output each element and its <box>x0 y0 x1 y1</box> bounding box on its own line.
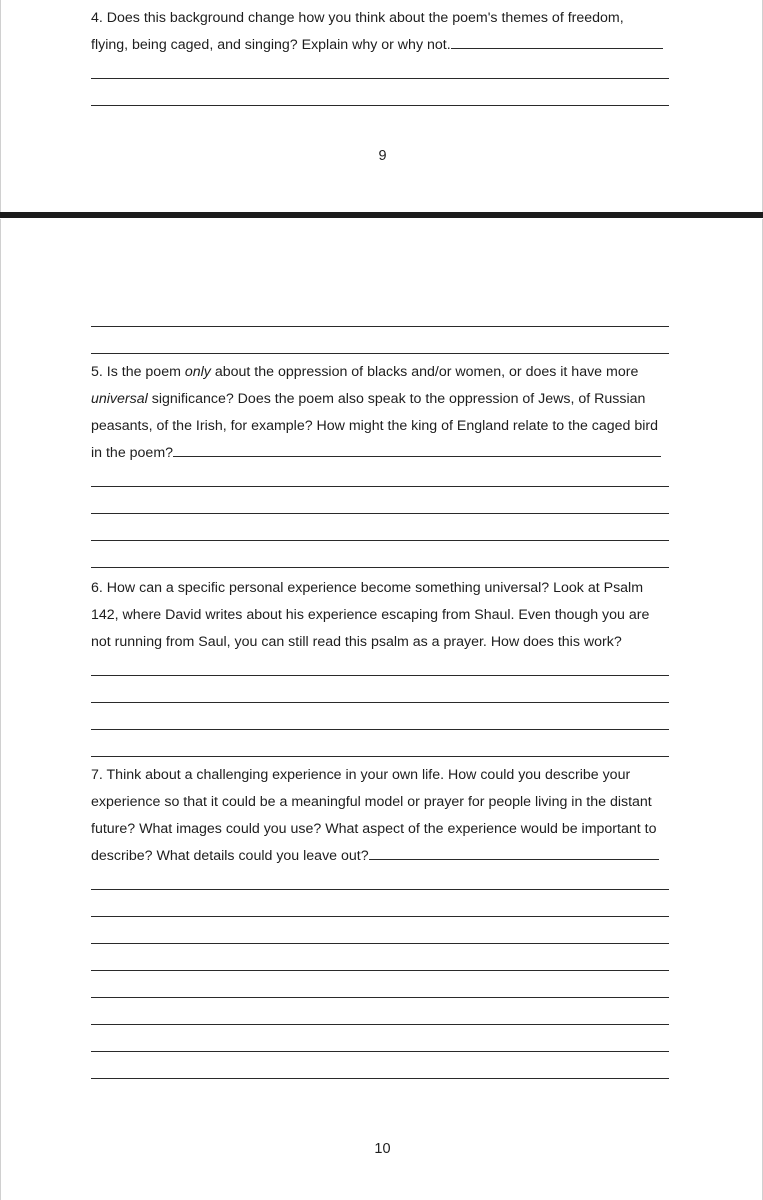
answer-line[interactable] <box>91 978 675 1005</box>
page-separator <box>0 212 763 218</box>
question-6-line-2: 142, where David writes about his experience escaping from Shaul. Even though you are <box>91 607 650 623</box>
question-6-line-3: not running from Saul, you can still read this psalm as a prayer. How does this work? <box>91 634 622 650</box>
question-5-text: about the oppression of blacks and/or women, or does it have more <box>210 364 639 380</box>
question-5-line-2 <box>91 386 675 413</box>
answer-line[interactable] <box>91 494 675 521</box>
answer-line[interactable] <box>91 307 675 334</box>
question-5-block <box>91 359 675 575</box>
answer-line[interactable] <box>91 467 675 494</box>
answer-line[interactable] <box>91 710 675 737</box>
answer-line[interactable] <box>91 897 675 924</box>
answer-line[interactable] <box>91 924 675 951</box>
question-5-emphasis: only <box>184 364 211 380</box>
question-4-line-2-text: flying, being caged, and singing? Explain why or why not. <box>91 37 451 53</box>
question-7-block <box>91 762 675 1086</box>
page-number: 10 <box>374 1141 391 1157</box>
question-7-line-1: 7. Think about a challenging experience in your own life. How could you describe your <box>91 767 631 783</box>
question-6-line-1: 6. How can a specific personal experience become something universal? Look at Psalm <box>91 580 644 596</box>
leading-answer-lines <box>91 307 675 361</box>
question-5-line-1 <box>91 359 675 386</box>
answer-line[interactable] <box>91 951 675 978</box>
question-6-block <box>91 575 675 764</box>
question-7-line-4 <box>91 843 675 870</box>
answer-blank-inline[interactable] <box>173 440 661 457</box>
question-5-emphasis: universal <box>91 391 148 407</box>
answer-line[interactable] <box>91 1059 675 1086</box>
question-5-text: significance? Does the poem also speak to the oppression of Jews, of Russian <box>147 391 646 407</box>
answer-line[interactable] <box>91 656 675 683</box>
question-5-text: in the poem? <box>91 445 174 461</box>
answer-line[interactable] <box>91 737 675 764</box>
answer-line[interactable] <box>91 334 675 361</box>
answer-blank-inline[interactable] <box>451 32 663 49</box>
answer-line[interactable] <box>91 870 675 897</box>
answer-line[interactable] <box>91 1005 675 1032</box>
answer-line[interactable] <box>91 1032 675 1059</box>
question-7-text: describe? What details could you leave out? <box>91 848 369 864</box>
page-10 <box>0 219 763 1200</box>
answer-line[interactable] <box>91 59 675 86</box>
question-4-line-1: 4. Does this background change how you think about the poem's themes of freedom, <box>91 10 624 26</box>
page-9 <box>0 0 763 212</box>
answer-blank-inline[interactable] <box>369 843 659 860</box>
question-4-line-2 <box>91 32 675 59</box>
answer-line[interactable] <box>91 548 675 575</box>
question-5-text: 5. Is the poem <box>91 364 185 380</box>
question-4-block <box>91 5 675 113</box>
page-number: 9 <box>378 148 387 164</box>
answer-line[interactable] <box>91 86 675 113</box>
question-7-line-2: experience so that it could be a meaningful model or prayer for people living in the distant <box>91 794 652 810</box>
question-5-line-3: peasants, of the Irish, for example? How might the king of England relate to the caged bird <box>91 418 659 434</box>
question-5-line-4 <box>91 440 675 467</box>
question-7-line-3: future? What images could you use? What aspect of the experience would be important to <box>91 821 657 837</box>
answer-line[interactable] <box>91 521 675 548</box>
answer-line[interactable] <box>91 683 675 710</box>
